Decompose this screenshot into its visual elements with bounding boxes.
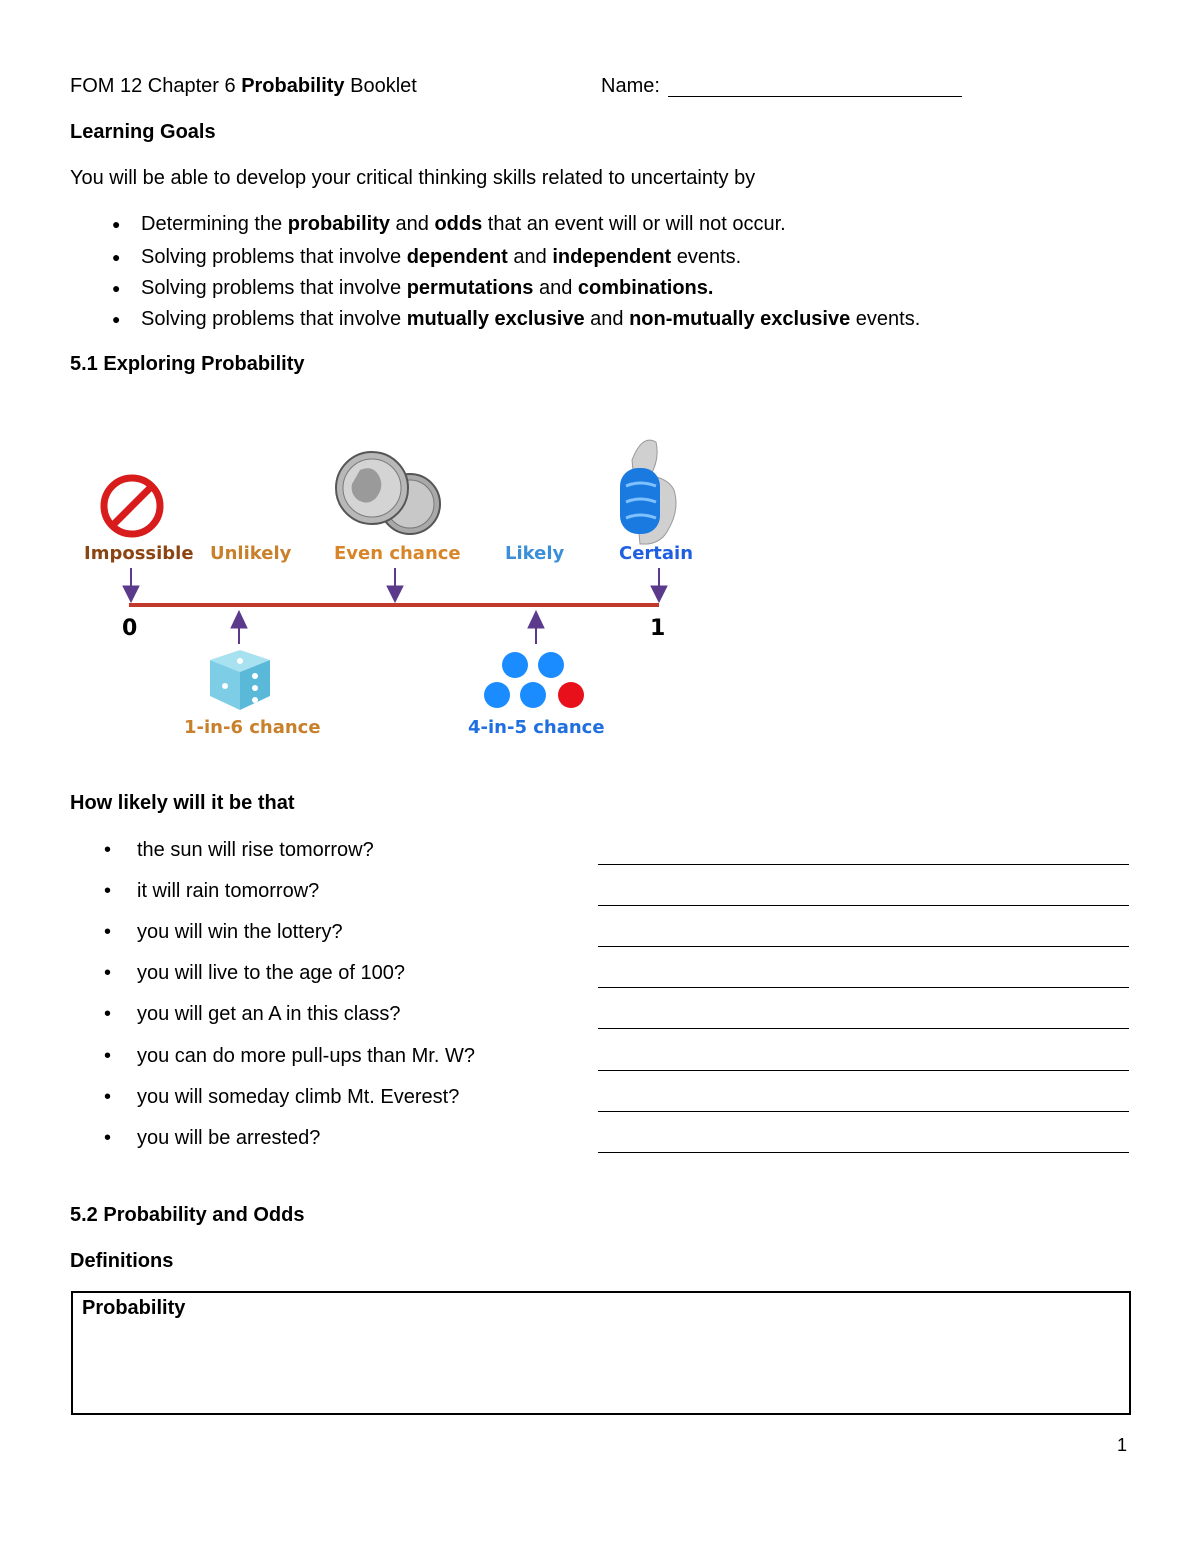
question-item: you can do more pull-ups than Mr. W?	[137, 1045, 475, 1067]
coins-icon	[336, 452, 440, 534]
name-label: Name:	[601, 75, 660, 97]
bullet-icon: •	[104, 839, 112, 861]
label-impossible: Impossible	[84, 543, 194, 564]
page-number: 1	[1117, 1435, 1128, 1455]
no-entry-icon	[104, 478, 160, 534]
page-title: FOM 12 Chapter 6 Probability Booklet	[70, 75, 417, 97]
answer-line[interactable]	[598, 946, 1129, 947]
bullet-icon: •	[104, 880, 112, 902]
learning-goals-intro: You will be able to develop your critical thinking skills related to uncertainty by	[70, 167, 756, 189]
label-certain: Certain	[619, 543, 694, 564]
learning-goal-item: Solving problems that involve mutually exclusive and non-mutually exclusive events.	[141, 308, 921, 330]
name-field[interactable]	[668, 96, 962, 97]
question-item: you will someday climb Mt. Everest?	[137, 1086, 460, 1108]
questions-heading: How likely will it be that	[70, 792, 295, 814]
label-even-chance: Even chance	[334, 543, 461, 564]
learning-goals-heading: Learning Goals	[70, 121, 216, 143]
question-item: the sun will rise tomorrow?	[137, 839, 374, 861]
bullet-icon: ●	[112, 311, 121, 327]
bullet-icon: ●	[112, 280, 121, 296]
answer-line[interactable]	[598, 1152, 1129, 1153]
answer-line[interactable]	[598, 987, 1129, 988]
thumbs-up-icon	[620, 440, 676, 544]
label-unlikely: Unlikely	[210, 543, 292, 564]
learning-goal-item: Solving problems that involve permutations and combinations.	[141, 277, 714, 299]
bullet-icon: •	[104, 1045, 112, 1067]
bullet-icon: •	[104, 1086, 112, 1108]
dots-caption: 4-in-5 chance	[468, 717, 605, 738]
probability-definition-box[interactable]	[71, 1291, 1131, 1415]
answer-line[interactable]	[598, 1028, 1129, 1029]
scale-min: 0	[122, 616, 138, 641]
question-item: you will live to the age of 100?	[137, 962, 405, 984]
section-5-1-heading: 5.1 Exploring Probability	[70, 353, 305, 375]
definition-box-title: Probability	[82, 1297, 186, 1319]
bullet-icon: ●	[112, 216, 121, 232]
bullet-icon: •	[104, 921, 112, 943]
answer-line[interactable]	[598, 864, 1129, 865]
question-item: it will rain tomorrow?	[137, 880, 320, 902]
section-5-2-heading: 5.2 Probability and Odds	[70, 1204, 305, 1226]
bullet-icon: •	[104, 1003, 112, 1025]
die-icon	[210, 650, 270, 710]
up-arrows	[231, 611, 544, 644]
question-item: you will win the lottery?	[137, 921, 343, 943]
bullet-icon: •	[104, 962, 112, 984]
dots-icon	[484, 652, 584, 708]
dice-caption: 1-in-6 chance	[184, 717, 321, 738]
bullet-icon: •	[104, 1127, 112, 1149]
scale-max: 1	[650, 616, 666, 641]
question-item: you will be arrested?	[137, 1127, 321, 1149]
label-likely: Likely	[505, 543, 565, 564]
probability-scale-svg	[70, 430, 710, 750]
answer-line[interactable]	[598, 1111, 1129, 1112]
definitions-heading: Definitions	[70, 1250, 174, 1272]
bullet-icon: ●	[112, 249, 121, 265]
down-arrows	[123, 568, 667, 602]
answer-line[interactable]	[598, 1070, 1129, 1071]
learning-goal-item: Determining the probability and odds that an event will or will not occur.	[141, 213, 786, 235]
answer-line[interactable]	[598, 905, 1129, 906]
question-item: you will get an A in this class?	[137, 1003, 401, 1025]
probability-scale-diagram	[70, 430, 710, 750]
learning-goal-item: Solving problems that involve dependent and independent events.	[141, 246, 742, 268]
